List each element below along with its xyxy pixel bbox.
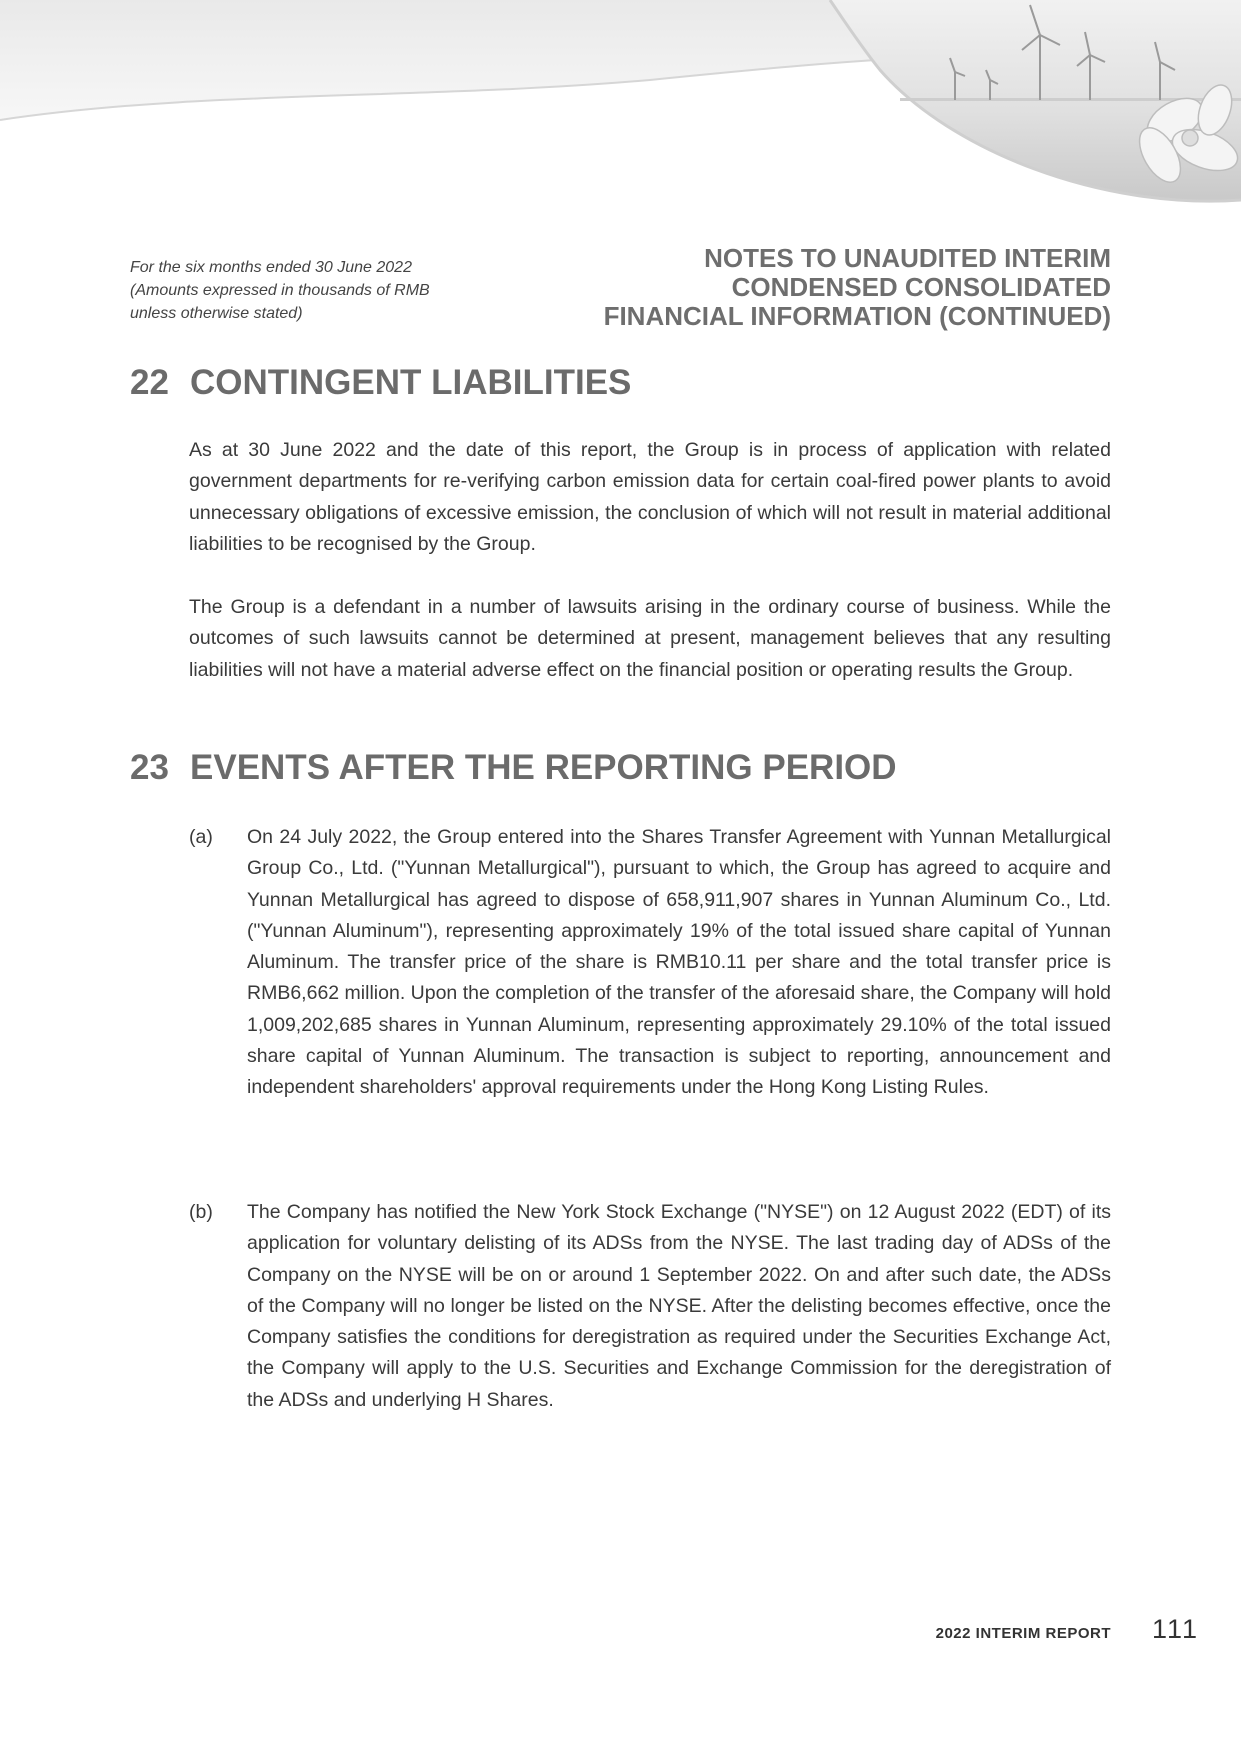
- section-number: 22: [130, 363, 169, 402]
- document-title-line: CONDENSED CONSOLIDATED: [731, 272, 1111, 302]
- section-heading-22: [130, 363, 631, 403]
- document-title: [551, 244, 1111, 331]
- paragraph: The Group is a defendant in a number of lawsuits arising in the ordinary course of business. While the outcomes of such lawsuits cannot be determined at present, management believes that any resulting liabilities will not have a material adverse effect on the financial position or operating results the Group.: [189, 596, 1111, 681]
- list-item-label: (a): [189, 826, 213, 848]
- list-item-text: On 24 July 2022, the Group entered into the Shares Transfer Agreement with Yunnan Metallurgical Group Co., Ltd. ("Yunnan Metallurgical"), pursuant to which, the Group has agreed to acquire and Yunnan Metallurgical has agreed to dispose of 658,911,907 shares in Yunnan Aluminum Co., Ltd. ("Yunnan Aluminum"), representing approximately 19% of the total issued share capital of Yunnan Aluminum. The transfer price of the share is RMB10.11 per share and the total transfer price is RMB6,662 million. Upon the completion of the transfer of the aforesaid share, the Company will hold 1,009,202,685 shares in Yunnan Aluminum, representing approximately 29.10% of the total issued share capital of Yunnan Aluminum. The transaction is subject to reporting, announcement and independent shareholders' approval requirements under the Hong Kong Listing Rules.: [247, 826, 1111, 1099]
- list-item: [189, 1197, 1111, 1416]
- period-note: [130, 256, 490, 325]
- section-title: CONTINGENT LIABILITIES: [190, 363, 632, 402]
- period-note-line: (Amounts expressed in thousands of RMB: [130, 282, 430, 299]
- section-number: 23: [130, 748, 169, 787]
- period-note-line: For the six months ended 30 June 2022: [130, 259, 412, 276]
- document-title-line: FINANCIAL INFORMATION (CONTINUED): [603, 301, 1111, 331]
- section-heading-23: [130, 748, 897, 788]
- list-item-text: The Company has notified the New York Stock Exchange ("NYSE") on 12 August 2022 (EDT) of its application for voluntary delisting of its ADSs from the NYSE. The last trading day of ADSs of the Company on the NYSE will be on or around 1 September 2022. On and after such date, the ADSs of the Company will no longer be listed on the NYSE. After the delisting becomes effective, once the Company satisfies the conditions for deregistration as required under the Securities Exchange Act, the Company will apply to the U.S. Securities and Exchange Commission for the deregistration of the ADSs and underlying H Shares.: [247, 1201, 1111, 1411]
- footer-report-label: 2022 INTERIM REPORT: [935, 1625, 1111, 1642]
- section-title: EVENTS AFTER THE REPORTING PERIOD: [190, 748, 897, 787]
- list-item: [189, 822, 1111, 1104]
- header-banner-image: [0, 0, 1241, 215]
- list-item-label: (b): [189, 1201, 213, 1223]
- paragraph: As at 30 June 2022 and the date of this report, the Group is in process of application with related government departments for re-verifying carbon emission data for certain coal-fired power plants to avoid unnecessary obligations of excessive emission, the conclusion of which will not result in material additional liabilities to be recognised by the Group.: [189, 439, 1111, 555]
- period-note-line: unless otherwise stated): [130, 305, 303, 322]
- document-title-line: NOTES TO UNAUDITED INTERIM: [704, 243, 1111, 273]
- page-number: 111: [1151, 1614, 1199, 1644]
